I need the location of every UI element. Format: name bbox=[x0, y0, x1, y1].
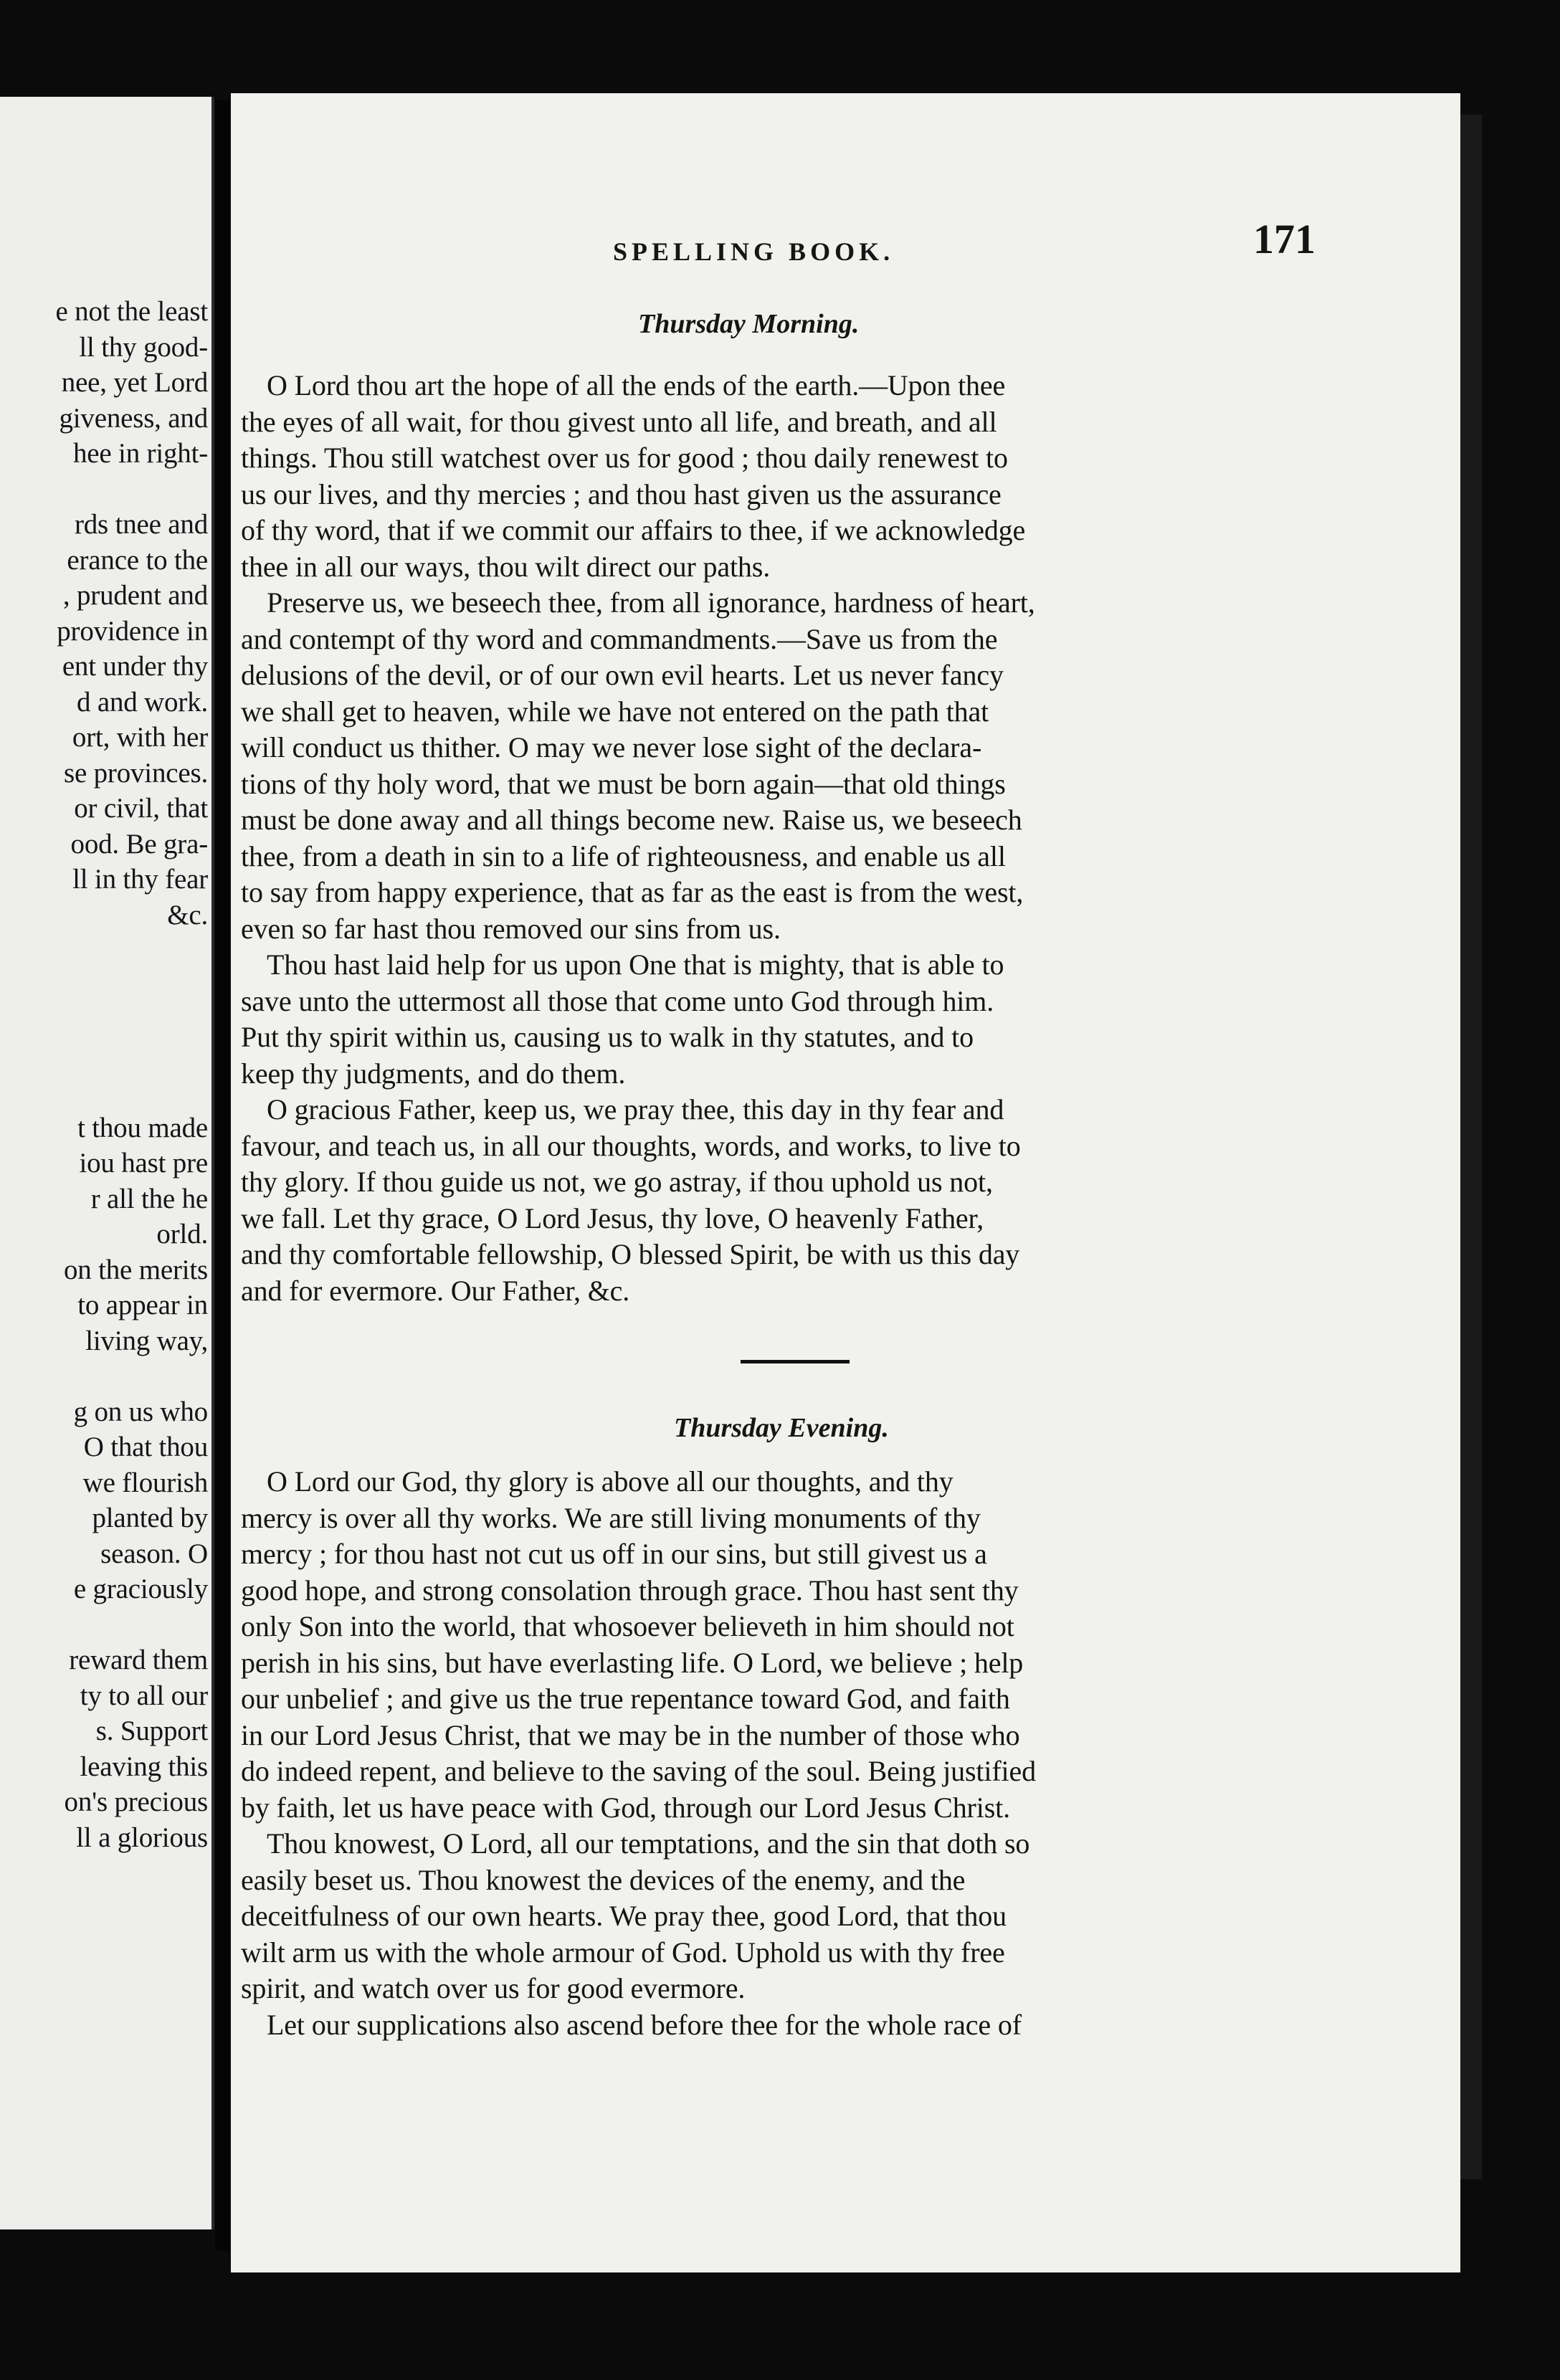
facing-page-line: r all the he bbox=[90, 1183, 208, 1214]
facing-page-line: ood. Be gra- bbox=[70, 828, 208, 860]
evening-prayer-line: our unbelief ; and give us the true repentance toward God, and faith bbox=[241, 1682, 1010, 1715]
morning-prayer-line: Put thy spirit within us, causing us to walk in thy statutes, and to bbox=[241, 1021, 974, 1053]
morning-prayer-text bbox=[241, 368, 1331, 1309]
evening-prayer-line: spirit, and watch over us for good evermore. bbox=[241, 1972, 746, 2004]
facing-page-line: ort, with her bbox=[72, 722, 208, 753]
facing-page-line: d and work. bbox=[76, 686, 208, 718]
facing-page-line: on's precious bbox=[64, 1786, 208, 1817]
evening-prayer-line: Thou knowest, O Lord, all our temptations, and the sin that doth so bbox=[267, 1827, 1030, 1860]
facing-page-line: ll thy good- bbox=[79, 331, 208, 363]
section-divider bbox=[741, 1360, 850, 1363]
facing-page-line: nee, yet Lord bbox=[61, 367, 208, 398]
facing-page-line: living way, bbox=[85, 1325, 208, 1356]
facing-page-line: on the merits bbox=[63, 1254, 208, 1285]
facing-page-line: reward them bbox=[69, 1644, 208, 1675]
facing-page-line: e graciously bbox=[73, 1574, 208, 1604]
morning-prayer-line: thee, from a death in sin to a life of righteousness, and enable us all bbox=[241, 839, 1006, 872]
morning-prayer-line: thee in all our ways, thou wilt direct our paths. bbox=[241, 550, 771, 583]
book-gutter bbox=[215, 100, 229, 2251]
facing-page-line: hee in right- bbox=[72, 438, 208, 469]
facing-page-line bbox=[0, 968, 208, 1004]
facing-page-left bbox=[0, 97, 214, 2229]
facing-page-line: , prudent and bbox=[62, 580, 208, 611]
morning-prayer-line: thy glory. If thou guide us not, we go astray, if thou uphold us not, bbox=[241, 1166, 993, 1198]
evening-prayer-line: good hope, and strong consolation through grace. Thou hast sent thy bbox=[241, 1574, 1019, 1606]
evening-prayer-line: in our Lord Jesus Christ, that we may be in the number of those who bbox=[241, 1718, 1020, 1751]
morning-prayer-line: us our lives, and thy mercies ; and thou hast given us the assurance bbox=[241, 477, 1002, 510]
evening-prayer-line: wilt arm us with the whole armour of God. Uphold us with thy free bbox=[241, 1936, 1005, 1969]
page-edge-shadow bbox=[1460, 115, 1482, 2179]
page-number: 171 bbox=[1253, 216, 1316, 262]
morning-prayer-line: must be done away and all things become new. Raise us, we beseech bbox=[241, 804, 1022, 836]
facing-page-line: leaving this bbox=[80, 1751, 208, 1782]
morning-prayer-line: Preserve us, we beseech thee, from all ignorance, hardness of heart, bbox=[267, 586, 1035, 619]
facing-page-line: we flourish bbox=[82, 1467, 208, 1498]
facing-page-line: planted by bbox=[92, 1503, 208, 1533]
facing-page-line: ty to all our bbox=[80, 1680, 208, 1711]
evening-prayer-line: by faith, let us have peace with God, through our Lord Jesus Christ. bbox=[241, 1791, 1010, 1824]
facing-page-line: giveness, and bbox=[59, 402, 208, 434]
evening-prayer-line: do indeed repent, and believe to the saving of the soul. Being justified bbox=[241, 1755, 1036, 1787]
facing-page-line: providence in bbox=[57, 615, 208, 647]
facing-page-line bbox=[0, 1039, 208, 1075]
facing-page-line: e not the least bbox=[55, 296, 208, 327]
facing-page-line: se provinces. bbox=[63, 757, 208, 789]
morning-prayer-line: will conduct us thither. O may we never lose sight of the declara- bbox=[241, 731, 982, 763]
morning-prayer-line: even so far hast thou removed our sins from us. bbox=[241, 912, 781, 945]
facing-page-line: ll in thy fear bbox=[72, 864, 208, 895]
morning-prayer-line: O Lord thou art the hope of all the ends of the earth.—Upon thee bbox=[267, 369, 1006, 401]
facing-page-line: season. O bbox=[100, 1538, 208, 1569]
running-head: SPELLING BOOK. bbox=[613, 237, 895, 266]
morning-prayer-line: and for evermore. Our Father, &c. bbox=[241, 1274, 630, 1307]
facing-page-line: iou hast pre bbox=[79, 1148, 208, 1179]
facing-page-line bbox=[0, 1075, 208, 1110]
morning-prayer-line: tions of thy holy word, that we must be born again—that old things bbox=[241, 767, 1006, 800]
heading-thursday-morning: Thursday Morning. bbox=[638, 309, 860, 339]
facing-page-line: ll a glorious bbox=[76, 1822, 208, 1853]
facing-page-text bbox=[0, 294, 208, 1855]
morning-prayer-line: the eyes of all wait, for thou givest unto all life, and breath, and all bbox=[241, 405, 997, 438]
facing-page-line: g on us who bbox=[73, 1396, 208, 1427]
morning-prayer-line: favour, and teach us, in all our thoughts, words, and works, to live to bbox=[241, 1129, 1021, 1162]
morning-prayer-line: things. Thou still watchest over us for good ; thou daily renewest to bbox=[241, 442, 1008, 474]
evening-prayer-line: perish in his sins, but have everlasting life. O Lord, we believe ; help bbox=[241, 1646, 1024, 1679]
morning-prayer-line: save unto the uttermost all those that come unto God through him. bbox=[241, 984, 994, 1017]
facing-page-line: rds tnee and bbox=[74, 509, 208, 540]
facing-page-line bbox=[0, 1004, 208, 1039]
facing-page-line: t thou made bbox=[77, 1112, 208, 1143]
facing-page-line: &c. bbox=[167, 899, 208, 930]
facing-page-line: ent under thy bbox=[62, 651, 208, 682]
morning-prayer-line: and thy comfortable fellowship, O blessed Spirit, be with us this day bbox=[241, 1238, 1020, 1270]
morning-prayer-line: we shall get to heaven, while we have not entered on the path that bbox=[241, 695, 989, 728]
facing-page-line: erance to the bbox=[67, 544, 208, 576]
morning-prayer-line: to say from happy experience, that as far as the east is from the west, bbox=[241, 876, 1024, 908]
evening-prayer-line: O Lord our God, thy glory is above all our thoughts, and thy bbox=[267, 1465, 953, 1498]
evening-prayer-text bbox=[241, 1464, 1331, 2043]
evening-prayer-line: deceitfulness of our own hearts. We pray thee, good Lord, that thou bbox=[241, 1900, 1007, 1932]
evening-prayer-line: easily beset us. Thou knowest the devices of the enemy, and the bbox=[241, 1863, 966, 1896]
heading-thursday-evening: Thursday Evening. bbox=[674, 1413, 889, 1443]
morning-prayer-line: delusions of the devil, or of our own evil hearts. Let us never fancy bbox=[241, 659, 1004, 691]
facing-page-line: or civil, that bbox=[74, 793, 208, 824]
evening-prayer-line: mercy is over all thy works. We are still living monuments of thy bbox=[241, 1501, 981, 1534]
facing-page-line bbox=[0, 1607, 208, 1643]
morning-prayer-line: and contempt of thy word and commandments.—Save us from the bbox=[241, 622, 998, 655]
facing-page-line: to appear in bbox=[77, 1290, 208, 1320]
evening-prayer-line: only Son into the world, that whosoever believeth in him should not bbox=[241, 1610, 1014, 1642]
evening-prayer-line: Let our supplications also ascend before thee for the whole race of bbox=[267, 2008, 1022, 2041]
morning-prayer-line: Thou hast laid help for us upon One that is mighty, that is able to bbox=[267, 948, 1004, 981]
facing-page-line: O that thou bbox=[83, 1432, 208, 1462]
morning-prayer-line: we fall. Let thy grace, O Lord Jesus, thy love, O heavenly Father, bbox=[241, 1201, 984, 1234]
facing-page-line: orld. bbox=[156, 1219, 208, 1250]
morning-prayer-line: O gracious Father, keep us, we pray thee, this day in thy fear and bbox=[267, 1093, 1004, 1125]
facing-page-line: s. Support bbox=[95, 1715, 208, 1746]
evening-prayer-line: mercy ; for thou hast not cut us off in our sins, but still givest us a bbox=[241, 1538, 987, 1570]
facing-page-line bbox=[0, 1358, 208, 1394]
morning-prayer-line: keep thy judgments, and do them. bbox=[241, 1057, 626, 1090]
facing-page-line bbox=[0, 472, 208, 508]
morning-prayer-line: of thy word, that if we commit our affairs to thee, if we acknowledge bbox=[241, 514, 1026, 546]
facing-page-line bbox=[0, 933, 208, 968]
